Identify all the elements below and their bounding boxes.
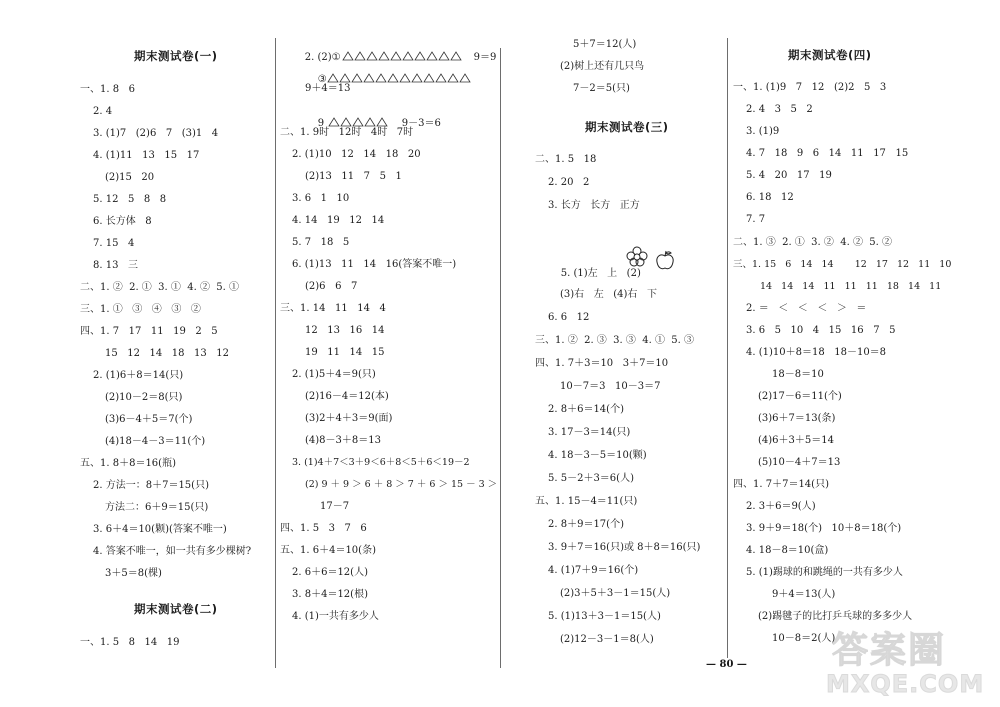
answer-line: 4. (1)10＋8＝18 18－10＝8 [746, 347, 887, 358]
answer-line: 二、1. 5 18 [535, 154, 597, 165]
answer-line: 10－8＝2(人) [772, 633, 836, 644]
answer-line: 3. 9＋9＝18(个) 10＋8＝18(个) [746, 523, 902, 534]
answer-line: 5. 4 20 17 19 [746, 170, 832, 181]
answer-line: 6. 长方体 8 [93, 216, 152, 227]
answer-line: 4. (1)7＋9＝16(个) [548, 565, 639, 576]
answer-line: 3. 17－3＝14(只) [548, 427, 631, 438]
answer-line: 4. (1)一共有多少人 [292, 611, 379, 622]
answer-line: 三、1. 14 11 14 4 [280, 303, 386, 314]
answer-line: (2)17－6＝11(个) [758, 391, 842, 402]
answer-line: 9＋4＝13(人) [772, 589, 836, 600]
answer-line: 一、1. (1)9 7 12 (2)2 5 3 [733, 82, 887, 93]
answer-line: 2. ＝ ＜ ＜ ＜ ＞ ＝ [746, 303, 867, 314]
answer-line: 4. 答案不唯一，如一共有多少棵树? [93, 546, 252, 557]
answer-line: (2)16－4＝12(本) [305, 391, 389, 402]
answer-line: 5. (1)踢球的和跳绳的一共有多少人 [746, 567, 903, 578]
answer-line: 5＋7＝12(人) [573, 39, 637, 50]
answer-line: 4. 18－3－5＝10(颗) [548, 450, 647, 461]
answer-line: (4)8－3＋8＝13 [305, 435, 381, 446]
answer-line: (2)踢毽子的比打乒乓球的多多少人 [758, 611, 913, 622]
section-title: 期末测试卷(三) [585, 120, 669, 134]
column-divider-2 [500, 48, 501, 668]
answer-line: 9 9－3＝6 [317, 118, 441, 129]
answer-line: (2)10－2＝8(只) [105, 392, 183, 403]
answer-line: 5. 5－2＋3＝6(人) [548, 473, 634, 484]
flower-icon [625, 245, 649, 269]
answer-line: (4)18－4－3＝11(个) [105, 436, 206, 447]
answer-line: 3. 长方 长方 正方 [548, 200, 640, 211]
apple-icon [654, 250, 676, 272]
answer-line: 3. (1)7 (2)6 7 (3)1 4 [93, 128, 219, 139]
answer-line: 2. (1)5＋4＝9(只) [292, 369, 376, 380]
answer-line: 10－7＝3 10－3＝7 [560, 381, 661, 392]
answer-line: 2. 20 2 [548, 177, 590, 188]
answer-line: 2. (2)① 9＝9 [304, 52, 497, 63]
answer-line: 2. 6＋6＝12(人) [292, 567, 368, 578]
answer-line: 3. 9＋7＝16(只)或 8＋8＝16(只) [548, 542, 701, 553]
answer-line: 12 13 16 14 [305, 325, 385, 336]
answer-line: 3. 8＋4＝12(根) [292, 589, 368, 600]
section-title: 期末测试卷(四) [788, 48, 872, 62]
answer-line: 2. 方法一：8＋7＝15(只) [93, 480, 209, 491]
answer-line: (2)6 6 7 [305, 281, 358, 292]
answer-line: (2) 9 ＋ 9 ＞ 6 ＋ 8 ＞ 7 ＋ 6 ＞ 15 － 3 ＞ [305, 479, 498, 490]
answer-line: 四、1. 7＋3＝10 3＋7＝10 [535, 358, 669, 369]
answer-line: 4. 18－8＝10(盒) [746, 545, 829, 556]
answer-line: 4. (1)11 13 15 17 [93, 150, 200, 161]
answer-line: 2. 8＋9＝17(个) [548, 519, 624, 530]
answer-line: 8. 13 三 [93, 260, 138, 271]
answer-line: 7－2＝5(只) [573, 83, 630, 94]
page-number: — 80 — [706, 659, 747, 670]
column-divider-3 [727, 38, 728, 658]
answer-line: 19 11 14 15 [305, 347, 385, 358]
answer-line: ③ [305, 61, 473, 99]
answer-line: 4. 14 19 12 14 [292, 215, 385, 226]
section-title: 期末测试卷(二) [134, 602, 218, 616]
watermark [820, 620, 995, 705]
section-title: 期末测试卷(一) [134, 49, 218, 63]
answer-line: 3. 6＋4＝10(颗)(答案不唯一) [93, 524, 227, 535]
column-divider-1 [275, 38, 276, 668]
answer-line: 一、1. 5 8 14 19 [80, 637, 180, 648]
answer-line: 2. 4 [93, 106, 113, 117]
answer-line: 6. (1)13 11 14 16(答案不唯一) [292, 259, 457, 270]
answer-line: 2. 4 3 5 2 [746, 104, 813, 115]
answer-line: 5. 12 5 8 8 [93, 194, 167, 205]
answer-line: 15 12 14 18 13 12 [105, 348, 230, 359]
answer-line: 6. 6 12 [548, 312, 590, 323]
answer-line: 四、1. 5 3 7 6 [280, 523, 367, 534]
answer-line: 四、1. 7＋7＝14(只) [733, 479, 829, 490]
answer-line: (3)右 左 (4)右 下 [560, 289, 657, 300]
answer-line: 2. (1)6＋8＝14(只) [93, 370, 184, 381]
answer-line: 五、1. 8＋8＝16(瓶) [80, 458, 176, 469]
answer-line: (2)15 20 [105, 172, 155, 183]
watermark-logo-cn: 答案圈 [832, 630, 947, 671]
answer-line: (2)13 11 7 5 1 [305, 171, 402, 182]
answer-line: 三、1. ② 2. ③ 3. ③ 4. ① 5. ③ [535, 335, 695, 346]
answer-line: 二、1. 9时 12时 4时 7时 [280, 127, 414, 138]
answer-line: 方法二：6＋9＝15(只) [105, 502, 209, 513]
answer-line: 三、1. 15 6 14 14 12 17 12 11 10 [733, 259, 952, 270]
answer-line: 3. (1)4＋7＜3＋9＜6＋8＜5＋6＜19－2 [292, 457, 470, 468]
answer-line: 5. (1)左 上 (2) [560, 268, 641, 279]
answer-line: 二、1. ② 2. ① 3. ① 4. ② 5. ① [80, 282, 240, 293]
answer-line: 四、1. 7 17 11 19 2 5 [80, 326, 218, 337]
watermark-logo-en: MXQE.COM [826, 670, 985, 698]
answer-line: 五、1. 6＋4＝10(条) [280, 545, 376, 556]
answer-line: (2)3＋5＋3－1＝15(人) [560, 588, 671, 599]
answer-line: 2. 3＋6＝9(人) [746, 501, 816, 512]
answer-line: 7. 15 4 [93, 238, 135, 249]
answer-line: (5)10－4＋7＝13 [758, 457, 841, 468]
answer-line: 14 14 14 11 11 11 18 14 11 [760, 281, 942, 292]
answer-line: 3. (1)9 [746, 126, 780, 137]
answer-line: (4)6＋3＋5＝14 [758, 435, 834, 446]
answer-line: 17－7 [320, 501, 350, 512]
answer-line: 3. 6 5 10 4 15 16 7 5 [746, 325, 896, 336]
answer-line: 二、1. ③ 2. ① 3. ② 4. ② 5. ② [733, 237, 893, 248]
answer-line: 18－8＝10 [772, 369, 824, 380]
answer-line: 6. 18 12 [746, 192, 794, 203]
answer-line: 3＋5＝8(棵) [105, 568, 162, 579]
triangle-icons [328, 117, 390, 127]
answer-line: 三、1. ① ③ ④ ③ ② [80, 304, 201, 315]
answer-line: (3)2＋4＋3＝9(面) [305, 413, 393, 424]
answer-line: 2. (1)10 12 14 18 20 [292, 149, 421, 160]
answer-line: (3)6＋7＝13(条) [758, 413, 836, 424]
triangle-icons [327, 73, 473, 83]
answer-line: 5. 7 18 5 [292, 237, 350, 248]
triangle-icons [342, 51, 464, 61]
answer-line: 五、1. 15－4＝11(只) [535, 496, 638, 507]
answer-line: 7. 7 [746, 214, 766, 225]
answer-line: 3. 6 1 10 [292, 193, 350, 204]
answer-line: 2. 8＋6＝14(个) [548, 404, 624, 415]
answer-line: (2)树上还有几只鸟 [560, 61, 645, 72]
answer-line: 一、1. 8 6 [80, 84, 135, 95]
answer-line: (3)6－4＋5＝7(个) [105, 414, 193, 425]
answer-line: (2)12－3－1＝8(人) [560, 634, 654, 645]
answer-line: 9＋4＝13 [305, 83, 351, 94]
answer-line: 4. 7 18 9 6 14 11 17 15 [746, 148, 909, 159]
answer-line: 5. (1)13＋3－1＝15(人) [548, 611, 661, 622]
